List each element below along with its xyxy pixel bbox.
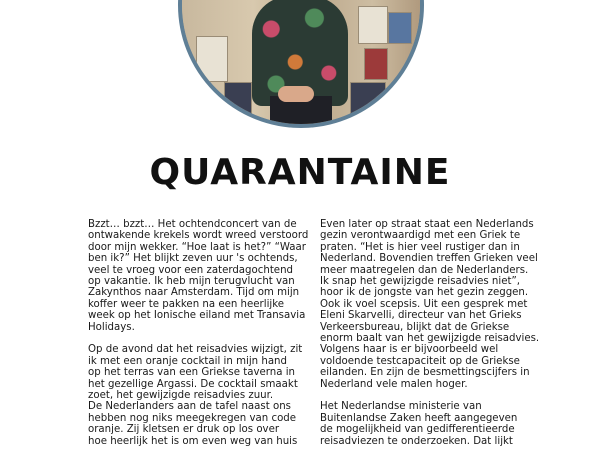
text-line: zoet, het gewijzigde reisadvies zuur. <box>88 390 274 402</box>
text-line: meer maatregelen dan de Nederlanders. <box>320 264 529 276</box>
text-line: Op de avond dat het reisadvies wijzigt, zit <box>88 344 303 356</box>
text-line: Buitenlandse Zaken heeft aangegeven <box>320 412 518 424</box>
paragraph-break <box>88 333 332 344</box>
text-line: Verkeersbureau, blijkt dat de Griekse <box>320 321 510 333</box>
photo-wall-poster <box>224 82 252 122</box>
text-line: de mogelijkheid van gedifferentieerde <box>320 424 515 436</box>
text-line: Ik snap het gewijzigde reisadvies niet”, <box>320 276 520 288</box>
photo-person-hands <box>278 86 314 102</box>
article-column-left <box>88 219 332 447</box>
text-line: het gezellige Argassi. De cocktail smaakt <box>88 378 298 390</box>
photo-wall-poster <box>364 48 388 80</box>
text-line: hebben nog niks meegekregen van code <box>88 412 297 424</box>
text-line: oranje. Zij kletsen er druk op los over <box>88 424 280 436</box>
text-line: Eleni Skarvelli, directeur van het Grieks <box>320 310 522 322</box>
text-line: Ook ik voel scepsis. Uit een gesprek met <box>320 298 528 310</box>
text-line: Nederland. Bovendien treffen Grieken veel <box>320 253 538 265</box>
text-line: Zakynthos naar Amsterdam. Tijd om mijn <box>88 287 300 299</box>
text-line: Holidays. <box>88 321 135 333</box>
text-line: week op het Ionische eiland met Transavia <box>88 310 306 322</box>
text-line: hoe heerlijk het is om even weg van huis <box>88 435 298 447</box>
text-line: Bzzt… bzzt… Het ochtendconcert van de <box>88 219 297 230</box>
photo-wall-poster <box>196 36 228 82</box>
photo-wall-poster <box>350 82 386 114</box>
text-line: voldoende testcapaciteit op de Griekse <box>320 355 520 367</box>
text-line: ik met een oranje cocktail in mijn hand <box>88 355 287 367</box>
article-heading: QUARANTAINE <box>149 152 451 193</box>
text-line: op vakantie. Ik heb mijn terugvlucht van <box>88 276 295 288</box>
text-line: reisadviezen te onderzoeken. Dat lijkt <box>320 435 513 447</box>
text-line: De Nederlanders aan de tafel naast ons <box>88 401 291 413</box>
text-line: Volgens haar is er bijvoorbeeld wel <box>320 344 499 356</box>
text-line: eilanden. En zijn de besmettingscijfers in <box>320 367 530 379</box>
text-line: koffer weer te pakken na een heerlijke <box>88 298 285 310</box>
text-line: ben ik?” Het blijkt zeven uur 's ochtends, <box>88 253 298 265</box>
text-line: Nederland vele malen hoger. <box>320 378 468 390</box>
photo-wall-poster <box>388 12 412 44</box>
portrait-photo <box>178 0 424 128</box>
text-line: veel te vroeg voor een zaterdagochtend <box>88 264 293 276</box>
text-line: enorm baalt van het gewijzigde reisadvies. <box>320 333 540 345</box>
text-line: Het Nederlandse ministerie van <box>320 401 482 413</box>
text-line: praten. “Het is hier veel rustiger dan in <box>320 241 520 253</box>
text-line: door mijn wekker. “Hoe laat is het?” “Waar <box>88 241 306 253</box>
photo-wall-poster <box>358 6 388 44</box>
article-column-right <box>320 219 564 447</box>
text-line: hoor ik de jongste van het gezin zeggen. <box>320 287 529 299</box>
text-line: ontwakende krekels wordt wreed verstoord <box>88 230 309 242</box>
paragraph-break <box>320 390 564 401</box>
text-line: Even later op straat staat een Nederlands <box>320 219 534 230</box>
text-line: gezin verontwaardigd met een Griek te <box>320 230 521 242</box>
text-line: op het terras van een Griekse taverna in <box>88 367 296 379</box>
